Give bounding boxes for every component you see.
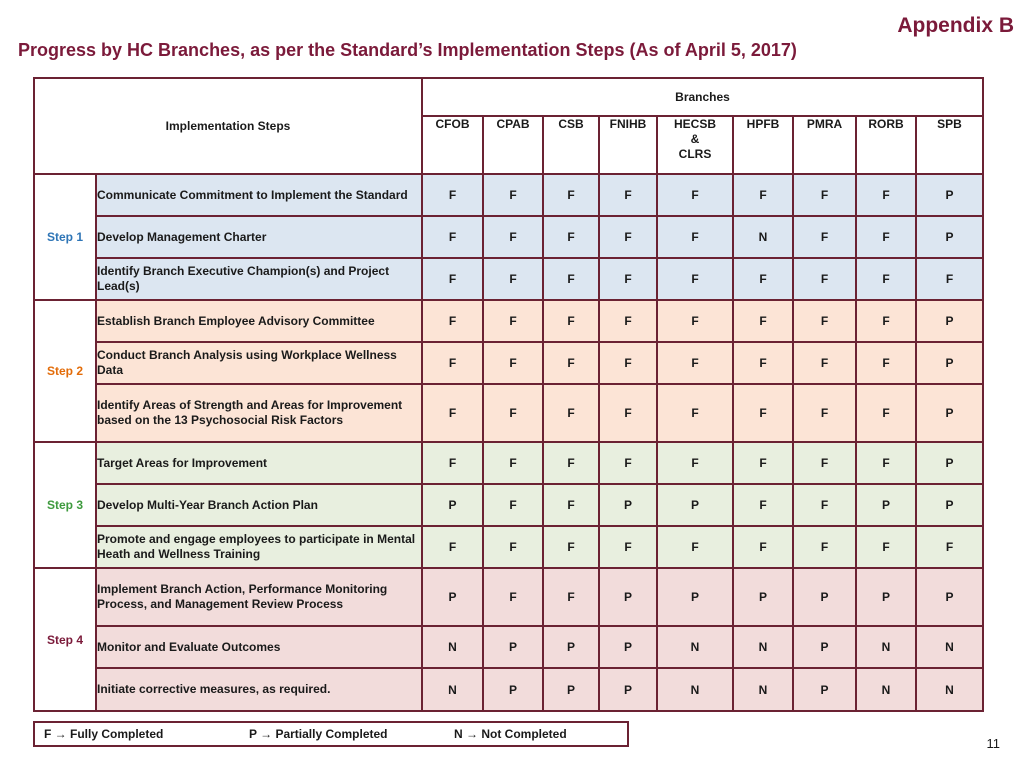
legend-partially-completed: P → Partially Completed: [249, 727, 388, 741]
status-cell: P: [543, 626, 599, 668]
task-cell: Communicate Commitment to Implement the Standard: [96, 174, 422, 216]
status-cell: F: [422, 216, 483, 258]
status-cell: F: [657, 300, 733, 342]
status-cell: N: [657, 668, 733, 711]
status-cell: F: [657, 526, 733, 568]
status-cell: F: [422, 174, 483, 216]
status-cell: F: [599, 300, 657, 342]
status-cell: F: [793, 526, 856, 568]
status-cell: F: [733, 526, 793, 568]
branches-header: Branches: [422, 78, 983, 116]
status-cell: P: [916, 568, 983, 626]
status-cell: N: [916, 626, 983, 668]
status-cell: F: [599, 174, 657, 216]
table-row: [34, 442, 983, 484]
branch-header: CFOB: [422, 116, 483, 174]
status-cell: F: [483, 568, 543, 626]
status-cell: F: [657, 384, 733, 442]
task-cell: Implement Branch Action, Performance Monitoring Process, and Management Review Process: [96, 568, 422, 626]
status-cell: P: [793, 668, 856, 711]
status-cell: P: [916, 342, 983, 384]
appendix-label: Appendix B: [897, 14, 1014, 37]
status-cell: F: [422, 442, 483, 484]
task-cell: Monitor and Evaluate Outcomes: [96, 626, 422, 668]
status-cell: P: [793, 626, 856, 668]
status-cell: F: [543, 484, 599, 526]
status-cell: F: [793, 342, 856, 384]
status-cell: F: [483, 342, 543, 384]
status-cell: P: [916, 216, 983, 258]
task-cell: Target Areas for Improvement: [96, 442, 422, 484]
table-row: [34, 174, 983, 216]
status-cell: P: [599, 568, 657, 626]
status-cell: P: [599, 626, 657, 668]
table-row: [34, 258, 983, 300]
legend-not-completed: N → Not Completed: [454, 727, 567, 741]
status-cell: F: [856, 300, 916, 342]
status-cell: F: [856, 526, 916, 568]
status-cell: P: [483, 626, 543, 668]
status-cell: F: [657, 174, 733, 216]
status-cell: F: [422, 258, 483, 300]
implementation-steps-header: Implementation Steps: [34, 78, 422, 174]
legend: [33, 721, 629, 747]
table-row: [34, 384, 983, 442]
status-cell: N: [733, 626, 793, 668]
status-cell: P: [856, 568, 916, 626]
status-cell: N: [916, 668, 983, 711]
status-cell: F: [856, 442, 916, 484]
status-cell: F: [733, 342, 793, 384]
status-cell: F: [599, 342, 657, 384]
table-row: [34, 216, 983, 258]
status-cell: F: [599, 526, 657, 568]
branch-header: CSB: [543, 116, 599, 174]
status-cell: F: [856, 384, 916, 442]
status-cell: F: [916, 258, 983, 300]
branch-header: FNIHB: [599, 116, 657, 174]
branch-header: HECSB & CLRS: [657, 116, 733, 174]
status-cell: F: [657, 442, 733, 484]
table-row: [34, 484, 983, 526]
status-cell: F: [543, 174, 599, 216]
status-cell: N: [422, 626, 483, 668]
branch-header: RORB: [856, 116, 916, 174]
status-cell: F: [599, 384, 657, 442]
branch-header: CPAB: [483, 116, 543, 174]
status-cell: P: [657, 484, 733, 526]
status-cell: F: [422, 384, 483, 442]
status-cell: F: [599, 216, 657, 258]
task-cell: Identify Areas of Strength and Areas for Improvement based on the 13 Psychosocial Risk Factors: [96, 384, 422, 442]
status-cell: P: [733, 568, 793, 626]
status-cell: F: [483, 384, 543, 442]
status-cell: F: [543, 442, 599, 484]
status-cell: F: [733, 484, 793, 526]
branch-header: HPFB: [733, 116, 793, 174]
branch-header: SPB: [916, 116, 983, 174]
status-cell: F: [657, 258, 733, 300]
status-cell: F: [733, 442, 793, 484]
status-cell: F: [793, 216, 856, 258]
status-cell: F: [543, 526, 599, 568]
table-row: [34, 526, 983, 568]
table-row: [34, 568, 983, 626]
status-cell: F: [733, 258, 793, 300]
status-cell: F: [599, 258, 657, 300]
status-cell: F: [543, 300, 599, 342]
status-cell: F: [422, 300, 483, 342]
legend-fully-completed: F → Fully Completed: [44, 727, 164, 741]
table-row: [34, 342, 983, 384]
status-cell: F: [793, 442, 856, 484]
status-cell: F: [483, 484, 543, 526]
status-cell: N: [657, 626, 733, 668]
status-cell: P: [916, 174, 983, 216]
status-cell: F: [733, 174, 793, 216]
status-cell: F: [599, 442, 657, 484]
status-cell: F: [657, 216, 733, 258]
status-cell: F: [543, 568, 599, 626]
status-cell: N: [733, 668, 793, 711]
status-cell: F: [733, 300, 793, 342]
step-label: Step 4: [34, 568, 96, 711]
status-cell: P: [916, 300, 983, 342]
status-cell: P: [916, 484, 983, 526]
status-cell: F: [856, 342, 916, 384]
table-row: [34, 626, 983, 668]
task-cell: Promote and engage employees to participate in Mental Heath and Wellness Training: [96, 526, 422, 568]
status-cell: P: [599, 668, 657, 711]
status-cell: F: [793, 258, 856, 300]
task-cell: Conduct Branch Analysis using Workplace Wellness Data: [96, 342, 422, 384]
task-cell: Initiate corrective measures, as required.: [96, 668, 422, 711]
status-cell: F: [483, 300, 543, 342]
status-cell: N: [856, 668, 916, 711]
status-cell: F: [856, 216, 916, 258]
status-cell: P: [856, 484, 916, 526]
status-cell: F: [856, 258, 916, 300]
step-label: Step 3: [34, 442, 96, 568]
status-cell: F: [793, 300, 856, 342]
progress-table: [33, 77, 984, 712]
status-cell: F: [543, 384, 599, 442]
task-cell: Develop Management Charter: [96, 216, 422, 258]
status-cell: F: [483, 442, 543, 484]
status-cell: P: [543, 668, 599, 711]
table-row: [34, 300, 983, 342]
status-cell: F: [793, 384, 856, 442]
status-cell: P: [599, 484, 657, 526]
status-cell: F: [483, 216, 543, 258]
status-cell: F: [543, 258, 599, 300]
status-cell: F: [543, 216, 599, 258]
page-title: Progress by HC Branches, as per the Standard’s Implementation Steps (As of April 5, 2017): [18, 40, 797, 60]
table-row: [34, 668, 983, 711]
status-cell: F: [483, 526, 543, 568]
status-cell: P: [483, 668, 543, 711]
status-cell: F: [733, 384, 793, 442]
step-label: Step 2: [34, 300, 96, 442]
branch-header: PMRA: [793, 116, 856, 174]
status-cell: F: [483, 174, 543, 216]
status-cell: N: [856, 626, 916, 668]
status-cell: F: [543, 342, 599, 384]
status-cell: F: [916, 526, 983, 568]
status-cell: F: [793, 484, 856, 526]
status-cell: F: [483, 258, 543, 300]
status-cell: F: [793, 174, 856, 216]
status-cell: N: [733, 216, 793, 258]
status-cell: P: [422, 568, 483, 626]
status-cell: P: [657, 568, 733, 626]
task-cell: Establish Branch Employee Advisory Committee: [96, 300, 422, 342]
status-cell: P: [916, 442, 983, 484]
task-cell: Develop Multi-Year Branch Action Plan: [96, 484, 422, 526]
status-cell: F: [422, 526, 483, 568]
status-cell: P: [422, 484, 483, 526]
task-cell: Identify Branch Executive Champion(s) and Project Lead(s): [96, 258, 422, 300]
status-cell: F: [856, 174, 916, 216]
page-number: 11: [986, 736, 1000, 751]
status-cell: N: [422, 668, 483, 711]
status-cell: F: [422, 342, 483, 384]
status-cell: P: [793, 568, 856, 626]
status-cell: P: [916, 384, 983, 442]
status-cell: F: [657, 342, 733, 384]
step-label: Step 1: [34, 174, 96, 300]
